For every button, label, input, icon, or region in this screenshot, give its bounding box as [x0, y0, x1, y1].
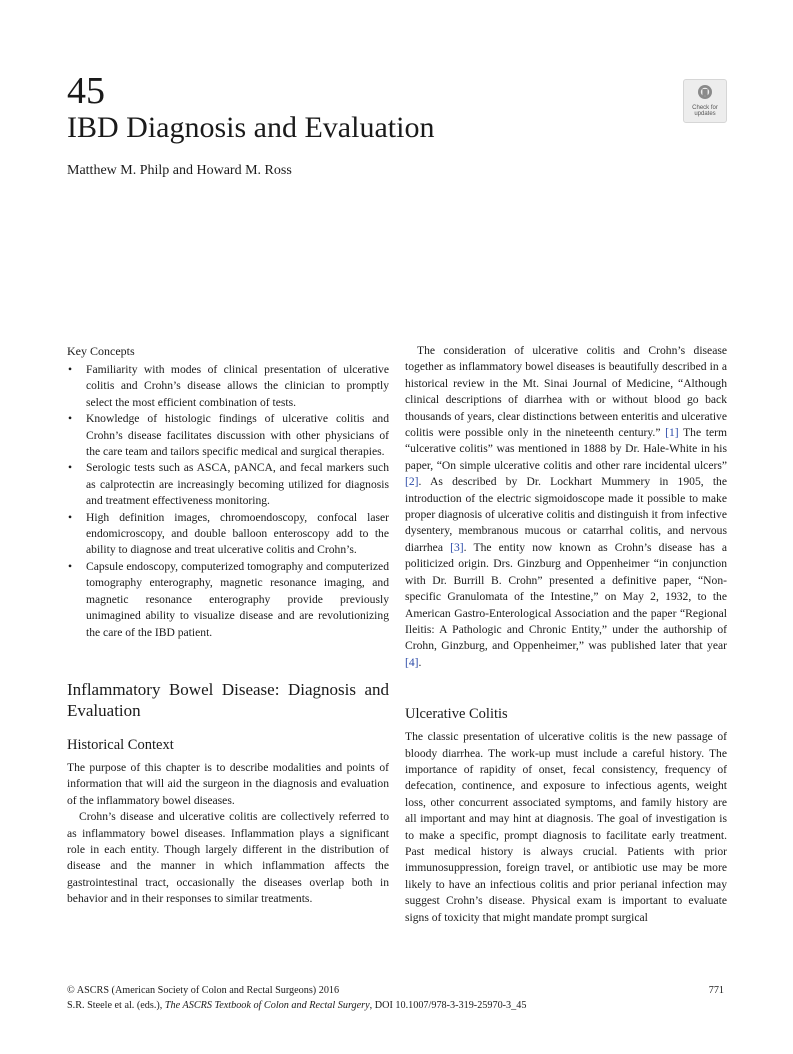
badge-label-line1: Check for [692, 105, 718, 111]
bookmark-ribbon-icon [697, 84, 713, 104]
footer-citation [67, 983, 526, 1013]
paragraph-ulcerative-colitis: The classic presentation of ulcerative colitis is the new passage of bloody diarrhea. The work-up must include a careful history. The importance of rapidity of onset, fecal consistency, frequency of defecation, continence, and exposure to infectious agents, weight loss, other concurrent associated symptoms, and family history are all important and may hint at diagnosis. The goal of investigation is to make a specific, prompt diagnosis to facilitate early treatment. Past medical history is always crucial. Patients with prior immunosuppression, foreign travel, or antibiotic use may be more likely to have an infectious colitis and prior perianal infection may suggest Crohn’s disease. Physical exam is important to evaluate signs of toxicity that might mandate prompt surgical [405, 730, 727, 924]
history-text-4: . The entity now known as Crohn’s disease has a politicized origin. Drs. Ginzburg and Oppenheimer “in conjunction with Dr. Burrill B. Crohn” presented a definitive paper, “Non-specific Granulomata of the Intestine,” on May 2, 1932, to the American Gastro-Enterological Association and the paper “Regional Ileitis: A Pathologic and Chronic Entity,” under the authorship of Crohn, Ginzburg, and Oppenheimer,” was published later that year [405, 540, 728, 653]
key-concept-item: • Capsule endoscopy, computerized tomography and computerized tomography enterography, magnetic resonance imaging, and magnetic resonance enterography provide previously unimagined ability to visualize disease and are revolutionizing the care of the IBD patient. [67, 559, 389, 641]
history-text-1: The consideration of ulcerative colitis and Crohn’s disease together as inflammatory bowel diseases is beautifully described in a historical review in the Mt. Sinai Journal of Medicine, “Although clinical descriptions of diarrhea with or without blood go back thousands of years, clear distinctions between enteritis and ulcerative colitis were possible only in the nineteenth century.” [405, 344, 727, 440]
subsection-heading-historical-context: Historical Context [67, 736, 174, 753]
paragraph-purpose: The purpose of this chapter is to describe modalities and points of information that will aid the surgeon in the diagnosis and evaluation of the inflammatory bowel diseases. [67, 760, 389, 807]
section-heading-ulcerative-colitis: Ulcerative Colitis [405, 706, 508, 723]
footer-book-reference [67, 998, 526, 1013]
citation-link-4[interactable]: [4] [405, 655, 419, 669]
key-concepts-heading: Key Concepts [67, 344, 135, 358]
chapter-number: 45 [67, 70, 105, 112]
key-concept-item: • Familiarity with modes of clinical presentation of ulcerative colitis and Crohn’s disease allows the clinician to promptly select the most efficient combination of tests. [67, 362, 389, 411]
page-number: 771 [708, 985, 724, 996]
key-concepts-list [67, 362, 389, 641]
history-text-2: The term “ulcerative colitis” was mentioned in 1888 by Dr. Hale-White in his paper, “On simple ulcerative colitis and other rare incidental ulcers” [405, 426, 727, 472]
authors: Matthew M. Philp and Howard M. Ross [67, 163, 292, 178]
left-column [67, 343, 389, 908]
badge-label-line2: updates [694, 111, 716, 117]
citation-link-1[interactable]: [1] [665, 426, 679, 440]
paragraph-history [405, 343, 727, 671]
footer-copyright: © ASCRS (American Society of Colon and Rectal Surgeons) 2016 [67, 985, 340, 996]
history-text-5: . [418, 655, 422, 669]
section-heading-ibd: Inflammatory Bowel Disease: Diagnosis and Evaluation [67, 679, 389, 720]
key-concept-item: • High definition images, chromoendoscopy, confocal laser endomicroscopy, and double balloon enteroscopy add to the ability to diagnose and treat ulcerative colitis and Crohn’s. [67, 510, 389, 559]
footer-book-title: The ASCRS Textbook of Colon and Rectal Surgery [164, 1000, 370, 1011]
citation-link-3[interactable]: [3] [450, 540, 464, 554]
badge-label [684, 105, 726, 117]
footer-editors: S.R. Steele et al. (eds.), [67, 1000, 165, 1011]
check-for-updates-badge[interactable] [683, 79, 727, 123]
key-concept-item: • Serologic tests such as ASCA, pANCA, and fecal markers such as calprotectin are increasingly becoming utilized for diagnosis and treatment effectiveness monitoring. [67, 460, 389, 509]
chapter-title: IBD Diagnosis and Evaluation [67, 111, 435, 144]
footer-doi: , DOI 10.1007/978-3-319-25970-3_45 [369, 1000, 527, 1011]
key-concept-item: • Knowledge of histologic findings of ulcerative colitis and Crohn’s disease facilitates discussion with other physicians of the care team and tailors specific medical and surgical therapies. [67, 411, 389, 460]
citation-link-2[interactable]: [2] [405, 475, 419, 489]
history-text-3: . As described by Dr. Lockhart Mummery in 1905, the introduction of the electric sigmoidoscope made it possible to make proper diagnosis of ulcerative colitis and distinguish it from infective dysentery, membranous mucous or catarrhal colitis, and nervous diarrhea [405, 475, 727, 554]
right-column [405, 343, 727, 926]
paragraph-ibd-overview: Crohn’s disease and ulcerative colitis are collectively referred to as inflammatory bowel diseases. Inflammation plays a significant role in each entity. Though largely different in the distribution of disease and the manner in which inflammation affects the gastrointestinal tract, occasionally the diseases overlap both in behavior and in their responses to similar treatments. [67, 810, 389, 906]
